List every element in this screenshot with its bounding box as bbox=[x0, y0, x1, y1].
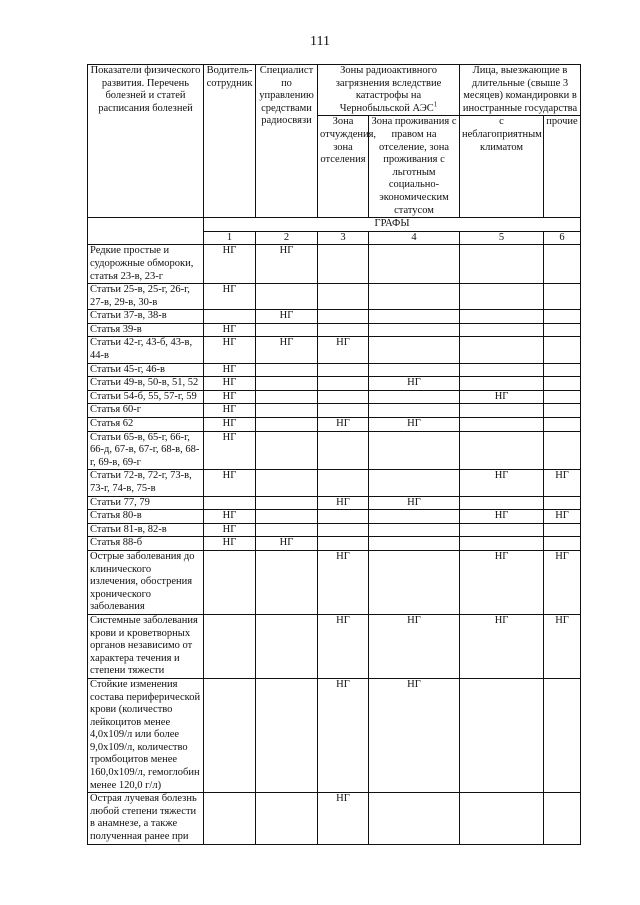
fitness-mark: НГ bbox=[544, 470, 581, 496]
fitness-mark bbox=[544, 363, 581, 377]
fitness-mark bbox=[318, 431, 369, 470]
row-title: Статья 88-б bbox=[88, 537, 204, 551]
fitness-mark: НГ bbox=[318, 678, 369, 792]
fitness-mark: НГ bbox=[544, 510, 581, 524]
fitness-mark bbox=[369, 245, 460, 284]
fitness-mark bbox=[544, 323, 581, 337]
row-title: Острая лучевая болезнь любой степени тяжести в анамнезе, а также полученная ранее при bbox=[88, 793, 204, 844]
header-abroad: Лица, выезжающие в длительные (свыше 3 месяцев) командировки в иностранные государства bbox=[460, 65, 581, 116]
fitness-mark bbox=[544, 418, 581, 432]
fitness-mark bbox=[544, 537, 581, 551]
table-row bbox=[88, 377, 581, 391]
row-title: Статья 60-г bbox=[88, 404, 204, 418]
fitness-mark bbox=[369, 470, 460, 496]
table-row bbox=[88, 245, 581, 284]
table-row bbox=[88, 323, 581, 337]
fitness-mark bbox=[204, 678, 256, 792]
fitness-mark bbox=[460, 537, 544, 551]
fitness-mark bbox=[204, 614, 256, 678]
table-row bbox=[88, 550, 581, 614]
fitness-mark bbox=[544, 496, 581, 510]
fitness-mark bbox=[256, 496, 318, 510]
fitness-mark bbox=[460, 431, 544, 470]
fitness-mark bbox=[460, 404, 544, 418]
fitness-mark bbox=[369, 284, 460, 310]
fitness-mark: НГ bbox=[204, 404, 256, 418]
header-zones-footnote: 1 bbox=[433, 100, 438, 109]
fitness-mark: НГ bbox=[204, 470, 256, 496]
fitness-mark bbox=[318, 390, 369, 404]
header-spacer-2 bbox=[88, 231, 204, 245]
table-body bbox=[88, 245, 581, 844]
fitness-mark bbox=[256, 550, 318, 614]
fitness-mark bbox=[256, 390, 318, 404]
header-abroad-bad-climate: с неблагоприятным климатом bbox=[460, 116, 544, 218]
fitness-mark: НГ bbox=[318, 337, 369, 363]
column-number: 5 bbox=[460, 231, 544, 245]
fitness-mark: НГ bbox=[204, 245, 256, 284]
fitness-mark bbox=[369, 337, 460, 363]
fitness-mark bbox=[460, 284, 544, 310]
fitness-mark bbox=[256, 431, 318, 470]
header-specialist: Специалист по управлению средствами радиосвязи bbox=[256, 65, 318, 218]
fitness-mark bbox=[369, 431, 460, 470]
header-zones-text: Зоны радиоактивного загрязнения вследствие катастрофы на Чернобыльской АЭС bbox=[335, 65, 442, 114]
fitness-mark: НГ bbox=[544, 550, 581, 614]
fitness-mark bbox=[204, 496, 256, 510]
row-title: Статьи 49-в, 50-в, 51, 52 bbox=[88, 377, 204, 391]
fitness-mark bbox=[460, 523, 544, 537]
header-grafy: ГРАФЫ bbox=[204, 218, 581, 232]
row-title: Статья 62 bbox=[88, 418, 204, 432]
fitness-mark bbox=[460, 323, 544, 337]
table-row bbox=[88, 310, 581, 324]
fitness-mark bbox=[256, 523, 318, 537]
fitness-mark: НГ bbox=[204, 323, 256, 337]
column-number: 4 bbox=[369, 231, 460, 245]
fitness-mark: НГ bbox=[204, 390, 256, 404]
fitness-mark bbox=[369, 310, 460, 324]
fitness-mark bbox=[256, 363, 318, 377]
fitness-mark bbox=[460, 418, 544, 432]
fitness-mark bbox=[460, 363, 544, 377]
row-title: Статьи 37-в, 38-в bbox=[88, 310, 204, 324]
table-row bbox=[88, 496, 581, 510]
fitness-mark bbox=[544, 245, 581, 284]
fitness-mark: НГ bbox=[318, 614, 369, 678]
row-title: Статьи 45-г, 46-в bbox=[88, 363, 204, 377]
fitness-mark: НГ bbox=[256, 245, 318, 284]
fitness-mark bbox=[369, 510, 460, 524]
header-zone-alienation: Зона отчуждения, зона отселения bbox=[318, 116, 369, 218]
fitness-mark: НГ bbox=[369, 614, 460, 678]
fitness-mark bbox=[369, 537, 460, 551]
fitness-mark: НГ bbox=[369, 418, 460, 432]
fitness-mark: НГ bbox=[204, 418, 256, 432]
fitness-mark bbox=[318, 404, 369, 418]
fitness-mark: НГ bbox=[204, 537, 256, 551]
table-row bbox=[88, 470, 581, 496]
header-indicators: Показатели физического развития. Перечень болезней и статей расписания болезней bbox=[88, 65, 204, 218]
fitness-mark bbox=[256, 614, 318, 678]
fitness-mark: НГ bbox=[204, 337, 256, 363]
fitness-mark bbox=[256, 284, 318, 310]
header-abroad-other: прочие bbox=[544, 116, 581, 218]
column-number: 3 bbox=[318, 231, 369, 245]
header-zone-residence: Зона проживания с правом на отселение, зона проживания с льготным социально-экономическим статусом bbox=[369, 116, 460, 218]
fitness-mark bbox=[256, 793, 318, 844]
fitness-mark bbox=[256, 377, 318, 391]
table-row bbox=[88, 390, 581, 404]
fitness-mark: НГ bbox=[318, 418, 369, 432]
fitness-mark: НГ bbox=[460, 390, 544, 404]
fitness-mark bbox=[544, 793, 581, 844]
fitness-mark: НГ bbox=[318, 496, 369, 510]
fitness-mark bbox=[318, 510, 369, 524]
table-row bbox=[88, 510, 581, 524]
row-title: Статьи 65-в, 65-г, 66-г, 66-д, 67-в, 67-г, 68-в, 68-г, 69-в, 69-г bbox=[88, 431, 204, 470]
fitness-mark bbox=[256, 323, 318, 337]
fitness-mark bbox=[544, 310, 581, 324]
fitness-mark bbox=[204, 310, 256, 324]
row-title: Редкие простые и судорожные обмороки, статья 23-в, 23-г bbox=[88, 245, 204, 284]
fitness-mark: НГ bbox=[204, 377, 256, 391]
fitness-mark bbox=[256, 404, 318, 418]
fitness-mark bbox=[544, 678, 581, 792]
fitness-mark bbox=[318, 537, 369, 551]
fitness-mark bbox=[256, 470, 318, 496]
row-title: Статьи 77, 79 bbox=[88, 496, 204, 510]
fitness-mark bbox=[256, 418, 318, 432]
fitness-mark: НГ bbox=[204, 284, 256, 310]
fitness-mark: НГ bbox=[204, 523, 256, 537]
fitness-mark bbox=[460, 310, 544, 324]
fitness-mark bbox=[544, 431, 581, 470]
header-driver: Водитель-сотрудник bbox=[204, 65, 256, 218]
fitness-mark bbox=[318, 284, 369, 310]
row-title: Статьи 72-в, 72-г, 73-в, 73-г, 74-в, 75-в bbox=[88, 470, 204, 496]
row-title: Статьи 25-в, 25-г, 26-г, 27-в, 29-в, 30-в bbox=[88, 284, 204, 310]
fitness-mark bbox=[369, 793, 460, 844]
row-title: Статьи 54-б, 55, 57-г, 59 bbox=[88, 390, 204, 404]
fitness-mark bbox=[204, 550, 256, 614]
fitness-mark bbox=[460, 496, 544, 510]
fitness-mark bbox=[318, 523, 369, 537]
header-spacer bbox=[88, 218, 204, 232]
fitness-mark bbox=[256, 678, 318, 792]
fitness-mark bbox=[369, 523, 460, 537]
fitness-mark bbox=[318, 310, 369, 324]
fitness-mark bbox=[318, 323, 369, 337]
fitness-mark: НГ bbox=[460, 470, 544, 496]
fitness-mark bbox=[369, 363, 460, 377]
fitness-mark: НГ bbox=[460, 550, 544, 614]
medical-fitness-table bbox=[87, 64, 581, 845]
row-title: Статьи 81-в, 82-в bbox=[88, 523, 204, 537]
table-row bbox=[88, 363, 581, 377]
fitness-mark: НГ bbox=[369, 377, 460, 391]
fitness-mark: НГ bbox=[204, 431, 256, 470]
fitness-mark bbox=[369, 550, 460, 614]
row-title: Острые заболевания до клинического излечения, обострения хронического заболевания bbox=[88, 550, 204, 614]
fitness-mark bbox=[318, 377, 369, 391]
table-row bbox=[88, 404, 581, 418]
table-row bbox=[88, 678, 581, 792]
fitness-mark bbox=[256, 510, 318, 524]
column-number: 6 bbox=[544, 231, 581, 245]
fitness-mark bbox=[369, 323, 460, 337]
fitness-mark bbox=[460, 337, 544, 363]
fitness-mark bbox=[460, 245, 544, 284]
fitness-mark bbox=[544, 284, 581, 310]
fitness-mark: НГ bbox=[369, 496, 460, 510]
row-title: Статьи 42-г, 43-б, 43-в, 44-в bbox=[88, 337, 204, 363]
table-row bbox=[88, 337, 581, 363]
fitness-mark: НГ bbox=[460, 510, 544, 524]
fitness-mark bbox=[204, 793, 256, 844]
fitness-mark: НГ bbox=[544, 614, 581, 678]
fitness-mark bbox=[460, 793, 544, 844]
row-title: Системные заболевания крови и кроветворных органов независимо от характера течения и степени тяжести bbox=[88, 614, 204, 678]
fitness-mark bbox=[544, 390, 581, 404]
fitness-mark bbox=[369, 404, 460, 418]
fitness-mark: НГ bbox=[318, 793, 369, 844]
fitness-mark bbox=[544, 404, 581, 418]
row-title: Стойкие изменения состава периферической крови (количество лейкоцитов менее 4,0х109/л или более 9,0х109/л, количество тромбоцитов менее 160,0х109/л, гемоглобин менее 120,0 г/л) bbox=[88, 678, 204, 792]
fitness-mark: НГ bbox=[256, 310, 318, 324]
table-row bbox=[88, 537, 581, 551]
fitness-mark: НГ bbox=[204, 510, 256, 524]
fitness-mark: НГ bbox=[460, 614, 544, 678]
fitness-mark: НГ bbox=[318, 550, 369, 614]
fitness-mark bbox=[544, 377, 581, 391]
page-number: 111 bbox=[310, 34, 330, 49]
fitness-mark: НГ bbox=[204, 363, 256, 377]
header-zones bbox=[318, 65, 460, 116]
fitness-mark bbox=[318, 363, 369, 377]
row-title: Статья 80-в bbox=[88, 510, 204, 524]
fitness-mark bbox=[318, 245, 369, 284]
fitness-mark: НГ bbox=[256, 537, 318, 551]
table-row bbox=[88, 284, 581, 310]
fitness-mark bbox=[544, 523, 581, 537]
fitness-mark bbox=[460, 377, 544, 391]
fitness-mark bbox=[544, 337, 581, 363]
row-title: Статья 39-в bbox=[88, 323, 204, 337]
table-row bbox=[88, 614, 581, 678]
table-row bbox=[88, 523, 581, 537]
column-number: 1 bbox=[204, 231, 256, 245]
fitness-mark: НГ bbox=[369, 678, 460, 792]
fitness-mark bbox=[369, 390, 460, 404]
column-number: 2 bbox=[256, 231, 318, 245]
fitness-mark: НГ bbox=[256, 337, 318, 363]
table-row bbox=[88, 418, 581, 432]
table-row bbox=[88, 431, 581, 470]
fitness-mark bbox=[460, 678, 544, 792]
table-row bbox=[88, 793, 581, 844]
fitness-mark bbox=[318, 470, 369, 496]
